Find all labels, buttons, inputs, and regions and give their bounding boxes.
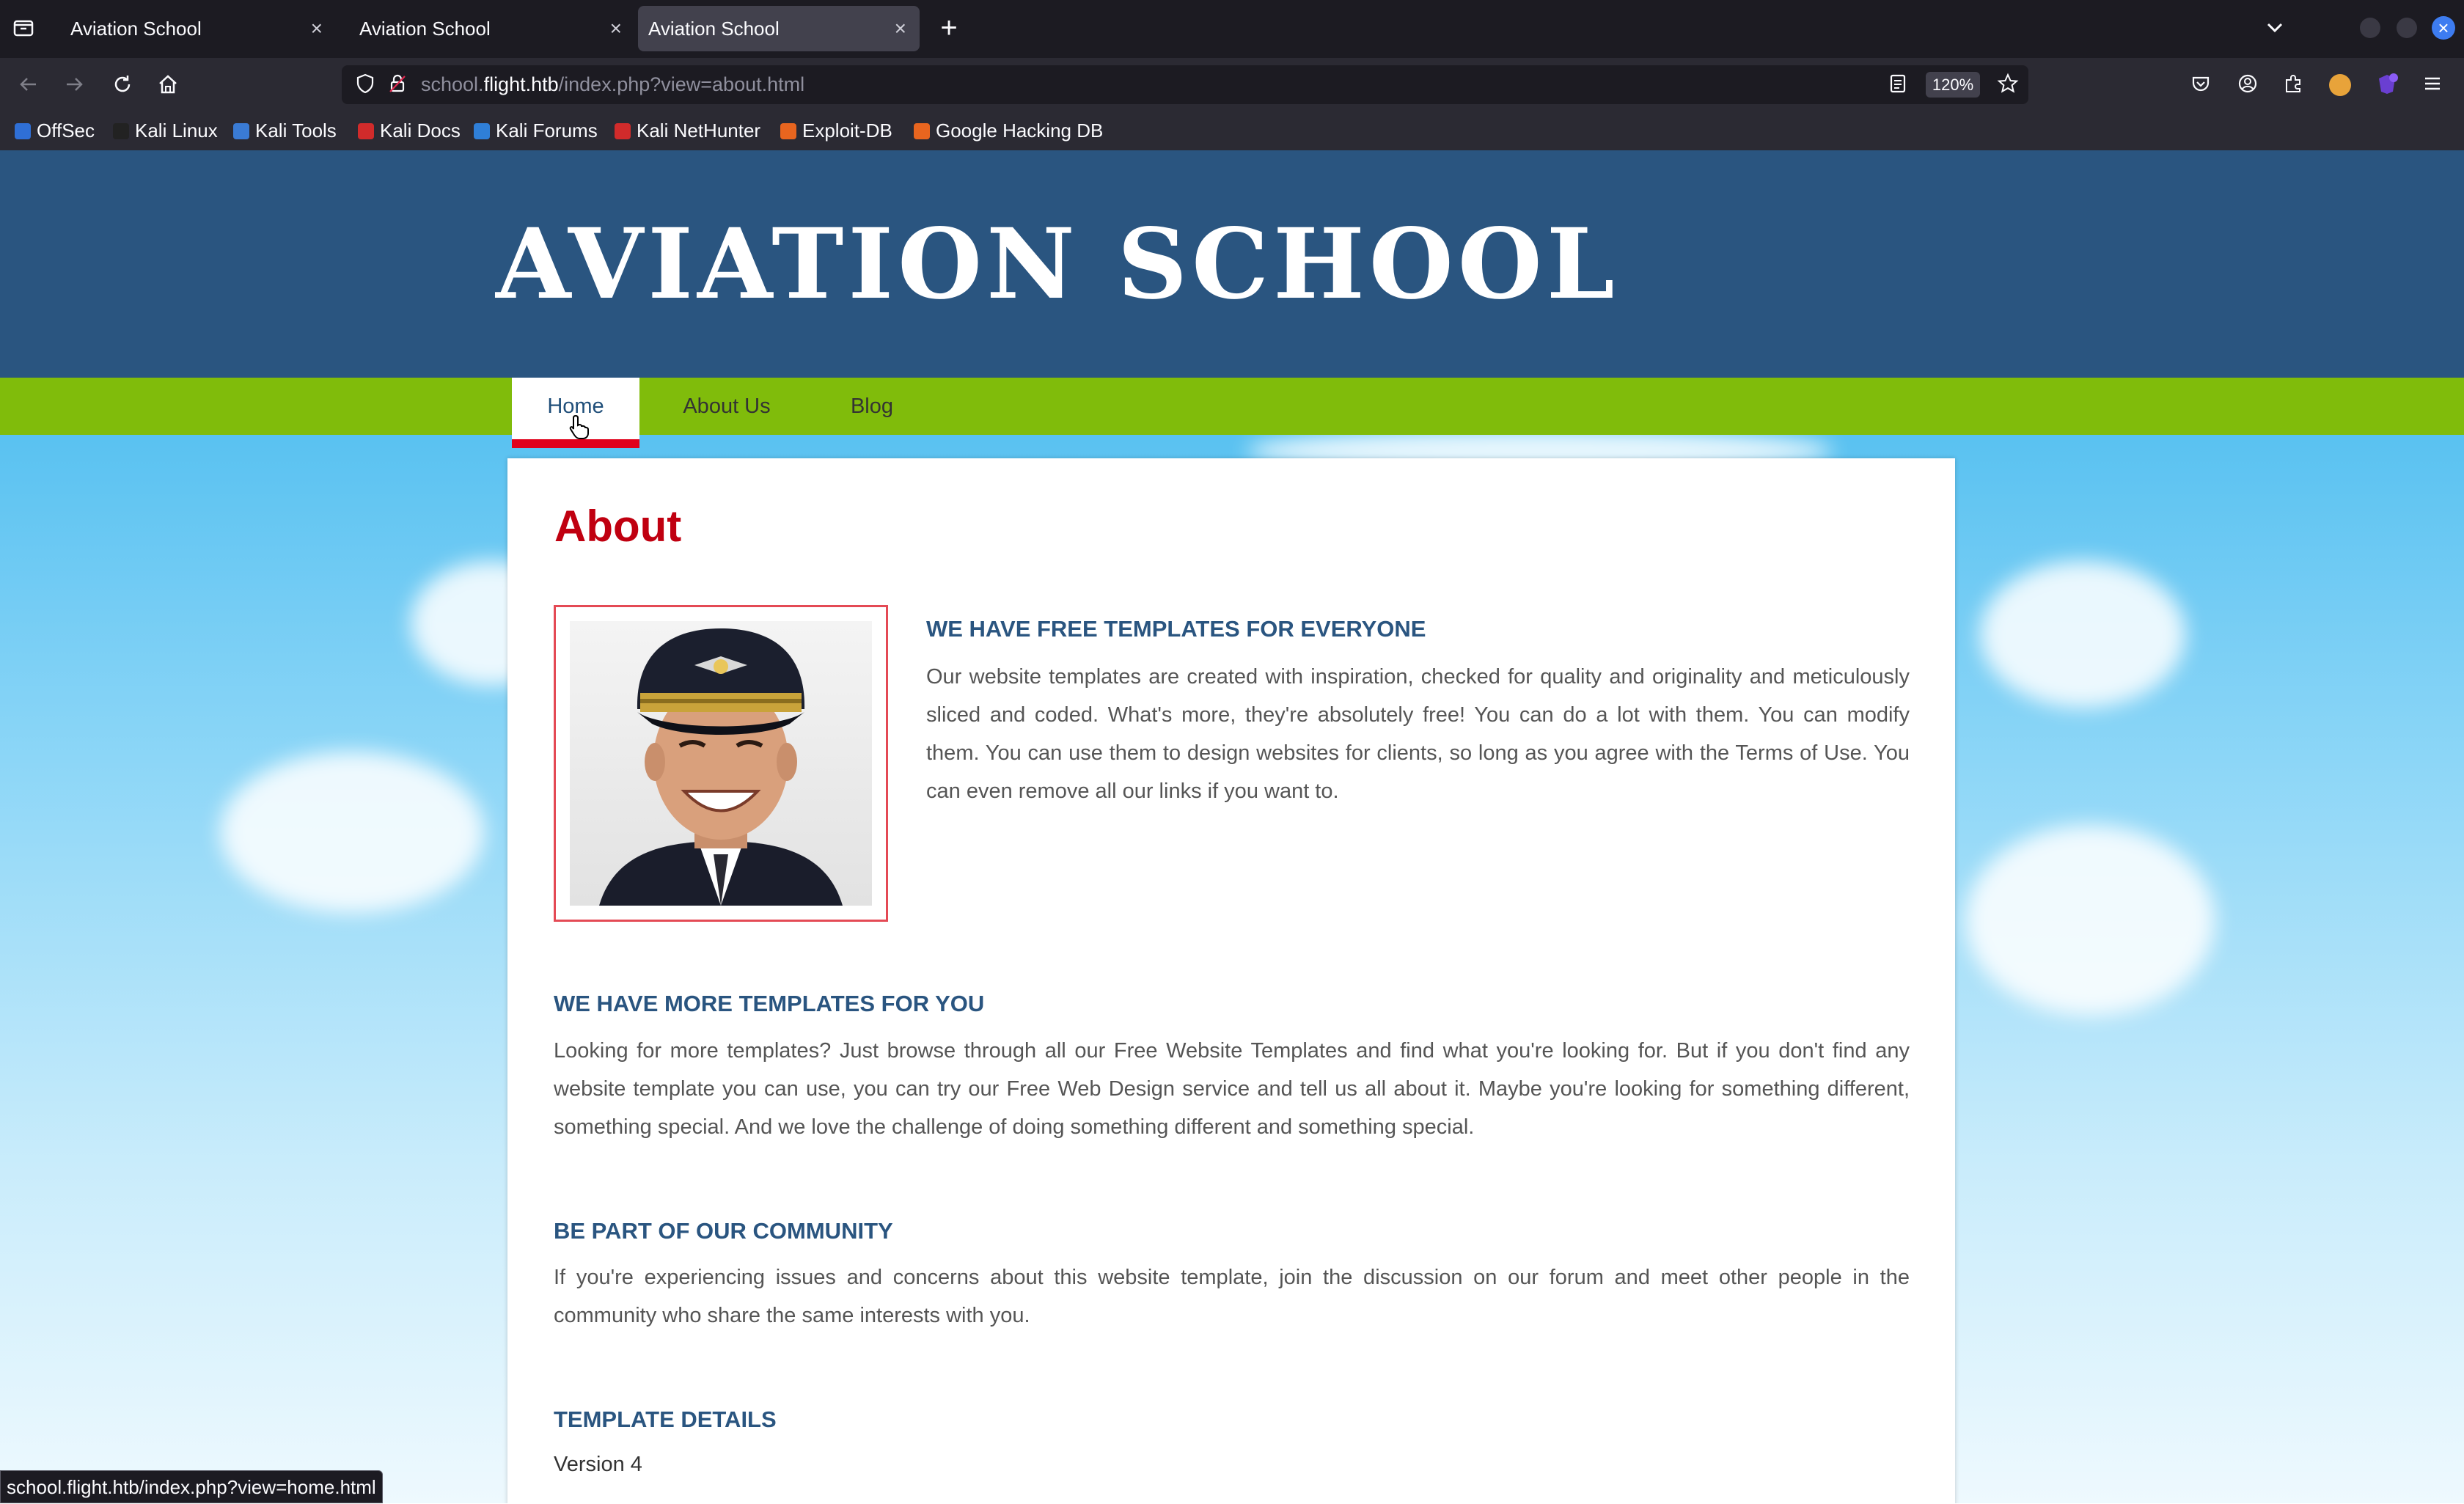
bookmark-label: Google Hacking DB [936, 120, 1104, 142]
navigation-toolbar [0, 58, 2464, 111]
bookmark-kali-docs[interactable] [358, 111, 461, 150]
tab-3[interactable] [638, 6, 920, 51]
site-logo-title[interactable]: AVIATION SCHOOL [496, 208, 1619, 321]
zoom-level-button[interactable]: 120% [1926, 72, 1980, 98]
reload-icon[interactable] [110, 73, 135, 98]
google-hacking-db-icon [914, 123, 930, 139]
tab-1[interactable] [48, 6, 336, 51]
main-content [507, 458, 1955, 1503]
cloud-decoration [1980, 561, 2185, 708]
url-path: /index.php?view=about.html [558, 73, 805, 95]
tab-title: Aviation School [648, 18, 780, 40]
kali-forums-icon [474, 123, 490, 139]
bookmark-label: Kali NetHunter [637, 120, 761, 142]
cloud-decoration [1965, 825, 2215, 1016]
bookmark-kali-tools[interactable] [233, 111, 337, 150]
bookmark-label: Kali Tools [255, 120, 337, 142]
close-icon[interactable]: × [310, 17, 323, 40]
lock-icon[interactable] [386, 73, 409, 96]
page-viewport[interactable] [0, 150, 2464, 1503]
new-tab-icon[interactable]: + [940, 12, 958, 44]
address-bar[interactable] [342, 65, 2028, 104]
nav-blog[interactable]: Blog [850, 395, 894, 418]
bookmark-kali-linux[interactable] [113, 111, 218, 150]
section-paragraph: If you're experiencing issues and concerns about this website template, join the discussion on our forum and meet other people in the community who share the same interests with you. [554, 1266, 1910, 1327]
back-icon[interactable] [16, 73, 41, 98]
tab-title: Aviation School [70, 18, 202, 40]
forward-icon[interactable] [62, 73, 87, 98]
chevron-down-icon[interactable] [2262, 16, 2288, 43]
bookmark-label: Exploit-DB [802, 120, 892, 142]
site-nav [0, 378, 2464, 435]
section-heading: TEMPLATE DETAILS [554, 1406, 777, 1432]
reader-view-icon[interactable] [1886, 73, 1910, 96]
pocket-icon[interactable] [2188, 73, 2213, 98]
bookmark-offsec[interactable] [15, 111, 95, 150]
bookmarks-toolbar [0, 111, 2464, 151]
mouse-cursor-icon [569, 414, 590, 439]
section-heading: WE HAVE MORE TEMPLATES FOR YOU [554, 991, 985, 1016]
minimize-icon[interactable] [2360, 18, 2380, 38]
offsec-icon [15, 123, 31, 139]
bookmark-label: Kali Docs [380, 120, 461, 142]
section-paragraph: Looking for more templates? Just browse through all our Free Website Templates and find what you're looking for. But if you don't find any website template you can use, you can try our Free Web Design service and tell us all about it. Maybe you're looking for something different, something special. And we love the challenge of doing something different and something special. [554, 1039, 1910, 1139]
kali-nethunter-icon [615, 123, 631, 139]
account-icon[interactable] [2235, 73, 2260, 98]
close-icon[interactable]: × [609, 17, 622, 40]
url-host-prefix: school. [421, 73, 484, 95]
extensions-icon[interactable] [2281, 73, 2306, 98]
tab-bar [0, 0, 2464, 58]
cookie-extension-icon[interactable] [2329, 74, 2351, 96]
section-paragraph: Our website templates are created with inspiration, checked for quality and originality and meticulously sliced and coded. What's more, they're absolutely free! You can do a lot with them. You can modify them. You can use them to design websites for clients, so long as you agree with the Terms of Use. You can even remove all our links if you want to. [926, 665, 1910, 803]
close-window-icon[interactable]: × [2432, 16, 2455, 40]
site-header [0, 150, 2464, 378]
exploit-db-icon [780, 123, 796, 139]
kali-dragon-icon [113, 123, 129, 139]
kali-tools-icon [233, 123, 249, 139]
bookmark-exploit-db[interactable] [780, 111, 892, 150]
pilot-image-frame [554, 605, 888, 922]
pilot-photo [570, 621, 872, 906]
bookmark-kali-nethunter[interactable] [615, 111, 760, 150]
version-text: Version 4 [554, 1453, 642, 1476]
url-host: flight.htb [483, 73, 559, 95]
section-heading: BE PART OF OUR COMMUNITY [554, 1218, 893, 1244]
tab-2[interactable] [337, 6, 635, 51]
bookmark-label: Kali Forums [496, 120, 598, 142]
bookmark-google-hacking-db[interactable] [914, 111, 1103, 150]
home-icon[interactable] [155, 73, 180, 98]
menu-icon[interactable] [2420, 73, 2445, 98]
status-link-preview: school.flight.htb/index.php?view=home.html [0, 1470, 383, 1503]
bookmark-star-icon[interactable] [1996, 73, 2020, 96]
tab-title: Aviation School [359, 18, 491, 40]
foxyproxy-extension-icon[interactable] [2375, 73, 2399, 98]
nav-about-us[interactable]: About Us [683, 395, 771, 418]
bookmark-label: Kali Linux [135, 120, 218, 142]
tab-overview-icon[interactable] [10, 16, 37, 43]
cloud-decoration [220, 752, 484, 913]
bookmark-kali-forums[interactable] [474, 111, 598, 150]
page-title: About [554, 502, 682, 551]
close-icon[interactable]: × [894, 17, 906, 40]
bookmark-label: OffSec [37, 120, 95, 142]
maximize-icon[interactable] [2397, 18, 2417, 38]
url-text[interactable] [421, 65, 804, 104]
nav-home[interactable]: Home [512, 378, 639, 448]
kali-docs-icon [358, 123, 374, 139]
shield-icon[interactable] [353, 73, 377, 96]
section-heading: WE HAVE FREE TEMPLATES FOR EVERYONE [926, 616, 1426, 642]
